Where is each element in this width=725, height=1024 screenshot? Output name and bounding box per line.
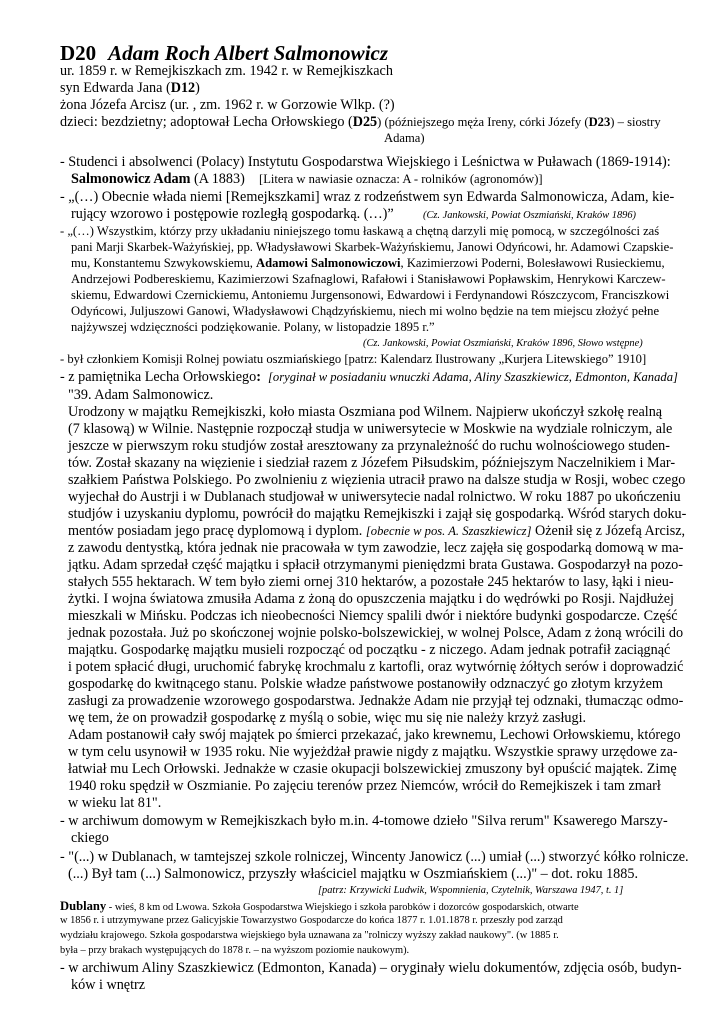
memoir-line: majątku. Gospodarkę majątku musieli rozpocząć od początku - z niczego. Adam jednak potrafił zaciągnąć: [68, 642, 671, 658]
memoir-line: zasługi za prowadzenie wzorowego gospodarstwa. Jednakże Adam nie przyjął tej odznaki, tłumacząc odmo-: [68, 693, 684, 709]
dublany-desc-3: wydziału krajowego. Szkoła gospodarstwa wiejskiego była uznawana za "rolniczy wyższy zakład naukowy". (w 1885 r.: [60, 930, 559, 941]
dublany-desc-2: w 1856 r. i utrzymywane przez Galicyjskie Towarzystwo Gospodarcze do końca 1877 r. 1.01.1878 r. przeszły pod zarząd: [60, 915, 563, 926]
quote2-line-5: skiemu, Edwardowi Czernickiemu, Antoniemu Jurgensonowi, Edwardowi i Ferdynandowi Rószczycom, Franciszkowi: [71, 288, 670, 302]
dublany-desc-1: Dublany - wieś, 8 km od Lwowa. Szkoła Gospodarstwa Wiejskiego i szkoła parobków i dozorców gospodarskich, otwarte: [60, 899, 579, 913]
archive2-line-2: ków i wnętrz: [71, 977, 146, 993]
memoir-line: jeszcze w pierwszym roku studjów został aresztowany za przynależność do ruchu wolnościowego studen-: [68, 438, 670, 454]
memoir-heading: "39. Adam Salmonowicz.: [68, 387, 214, 403]
memoir-line: tów. Został skazany na więzienie i siedział razem z Józefem Piłsudskim, późniejszym Naczelnikiem i Mar-: [68, 455, 676, 471]
person-heading: [60, 41, 388, 65]
memoir-line: jątku. Adam sprzedał część majątku i spłacił otrzymanymi pieniędzmi brata Gustawa. Gospodarzył na pozo-: [68, 557, 683, 573]
memoir-line: szałkiem Państwa Polskiego. Po zwolnieniu z więzienia utracił prawo na dalsze studja w Rosji, wobec czego: [68, 472, 686, 488]
memoir-line: łatwiał mu Lech Orłowski. Jednakże w czasie okupacji bolszewickiej zmuszony był opuścić majątek. Zimę: [68, 761, 677, 777]
dublany-source: [patrz: Krzywicki Ludwik, Wspomnienia, Czytelnik, Warszawa 1947, t. 1]: [318, 885, 624, 896]
pulawy-line-1: - Studenci i absolwenci (Polacy) Instytutu Gospodarstwa Wiejskiego i Leśnictwa w Puławach (1869-1914):: [60, 154, 671, 170]
josefa-ref: D23: [588, 115, 611, 129]
memoir-intro: - z pamiętnika Lecha Orłowskiego: [oryginał w posiadaniu wnuczki Adama, Aliny Szaszkiewicz, Edmonton, Kanada]: [60, 369, 678, 385]
father-line: syn Edwarda Jana (D12): [60, 80, 200, 96]
person-name: Adam Roch Albert Salmonowicz: [108, 41, 389, 65]
archive1-line-1: - w archiwum domowym w Remejkiszkach było m.in. 4-tomowe dzieło "Silva rerum" Ksawerego Marszy-: [60, 813, 668, 829]
pulawy-line-2: Salmonowicz Adam (A 1883) [Litera w nawiasie oznacza: A - rolników (agronomów)]: [71, 171, 543, 187]
father-ref: D12: [170, 80, 196, 96]
quote2-line-4: Andrzejowi Podbereskiemu, Kazimierzowi Szafnaglowi, Rafałowi i Stanisławowi Popławskim, Henrykowi Karczew-: [71, 272, 666, 286]
memoir-line-diploma: mentów posiadam jego pracę dyplomową i dyplom. [obecnie w pos. A. Szaszkiewicz] Ożenił się z Józefą Arcisz,: [68, 523, 686, 539]
archive1-line-2: ckiego: [71, 830, 109, 846]
memoir-line: gospodarkę do kwitnącego stanu. Polskie władze państwowe postanowiły odznaczyć go złotym krzyżem: [68, 676, 663, 692]
memoir-line: stałych 555 hektarach. W tem było ziemi ornej 310 hektarów, a pozostałe 245 hektarów to lasy, łąki i nieu-: [68, 574, 674, 590]
person-code: D20: [60, 41, 97, 65]
quote2-line-3: mu, Konstantemu Szwykowskiemu, Adamowi Salmonowiczowi, Kazimierzowi Poderni, Bolesławowi Rusieckiemu,: [71, 256, 665, 270]
dublany-quote-2: (...) Był tam (...) Salmonowicz, przyszły właściciel majątku w Oszmiańskiem (...)" – dot. roku 1885.: [68, 866, 639, 882]
archive2-line-1: - w archiwum Aliny Szaszkiewicz (Edmonton, Kanada) – oryginały wielu dokumentów, zdjęcia osób, budyn-: [60, 960, 682, 976]
dublany-desc-4: była – przy brakach występujących do 1878 r. – na wyższom poziomie naukowym).: [60, 945, 410, 956]
memoir-line: wę tem, że on prowadził gospodarkę z myślą o sobie, więc mu się nie należy krzyż zasługi.: [68, 710, 587, 726]
memoir-line: 1940 roku spędził w Oszmianie. Po zajęciu terenów przez Niemców, wrócił do Remejkiszek i tam zmarł: [68, 778, 661, 794]
memoir-line: mieszkali w Mińsku. Podczas ich nieobecności Niemcy spalili dwór i niektóre budynki gospodarcze. Część: [68, 608, 678, 624]
quote1-line-2: rujący wzorowo i postępowie rozległą gospodarką. (…)”: [71, 206, 394, 222]
memoir-line: z zawodu dentystką, która jednak nie pracowała w tym zawodzie, lecz zajęła się gospodarką domową w ma-: [68, 540, 684, 556]
memoir-line: (7 klasową) w Wilnie. Następnie rozpoczął studja w uniwersytecie w Moskwie na wydziale rolniczym, ale: [68, 421, 673, 437]
memoir-line: jednak pozostała. Już po skończonej wojnie polsko-bolszewickiej, w wolnej Polsce, Adam z żoną wrócili do: [68, 625, 684, 641]
adopted-son-ref: D25: [352, 114, 378, 130]
quote2-line-1: - „(…) Wszystkim, którzy przy układaniu niniejszego tomu łaskawą a chętną darzyli mię pomocą, w szczególności zaś: [60, 224, 660, 238]
memoir-line: i potem spłacić długi, uruchomić fabrykę krochmalu z kartofli, oraz wytwórnię żółtych serów i doprowadzić: [68, 659, 684, 675]
commission-line: - był członkiem Komisji Rolnej powiatu oszmiańskiego [patrz: Kalendarz Ilustrowany „Kurjera Litewskiego” 1910]: [60, 352, 647, 366]
wife-line: żona Józefa Arcisz (ur. , zm. 1962 r. w Gorzowie Wlkp. (?): [60, 97, 395, 113]
quote2-line-6: Odyńcowi, Juljuszowi Ganowi, Władysławowi Chądzyńskiemu, niech mi wolno będzie na tem miejscu złożyć pełne: [71, 304, 660, 318]
children-line: dzieci: bezdzietny; adoptował Lecha Orłowskiego (D25) (późniejszego męża Ireny, córki Józefy (D23) – siostry: [60, 114, 661, 130]
quote2-line-7: najżywszej wdzięczności podziękowanie. Polany, w listopadzie 1895 r.”: [71, 320, 435, 334]
memoir-line: Adam postanowił cały swój majątek po śmierci przekazać, jako krewnemu, Lechowi Orłowskiemu, którego: [68, 727, 681, 743]
children-line-2: Adama): [384, 131, 425, 145]
memoir-line: wyjechał do Austrji i w Dublanach studjował w uniwersytecie nadal rolnictwo. W roku 1887 po ukończeniu: [68, 489, 681, 505]
memoir-line: studjów i uzyskaniu dyplomu, powrócił do majątku Remejkiszki i zajął się gospodarką. Wśród starych doku-: [68, 506, 687, 522]
quote2-line-2: pani Marji Skarbek-Ważyńskiej, pp. Władysławowi Skarbek-Ważyńskiemu, Janowi Odyńcowi, hr. Adamowi Czapskie-: [71, 240, 674, 254]
memoir-line: w tym celu usynowił w 1935 roku. Nie wyjeżdżał prawie nigdy z majątku. Wszystkie sprawy urzędowe za-: [68, 744, 678, 760]
quote2-source: (Cz. Jankowski, Powiat Oszmiański, Kraków 1896, Słowo wstępne): [363, 338, 643, 349]
dublany-quote-1: - "(...) w Dublanach, w tamtejszej szkole rolniczej, Wincenty Janowicz (...) umiał (...) stworzyć kółko rolnicze.: [60, 849, 689, 865]
memoir-line: w wieku lat 81".: [68, 795, 162, 811]
quote1-source: (Cz. Jankowski, Powiat Oszmiański, Kraków 1896): [423, 210, 637, 221]
memoir-line: Urodzony w majątku Remejkiszki, koło miasta Oszmiana pod Wilnem. Najpierw ukończył szkołę realną: [68, 404, 663, 420]
quote1-line-1: - „(…) Obecnie włada niemi [Remejkszkami] wraz z rodzeństwem syn Edwarda Salmonowicza, Adam, kie-: [60, 189, 675, 205]
memoir-line: żytki. I wojna światowa zmusiła Adama z żoną do opuszczenia majątku i do wędrówki po Rosji. Najdłużej: [68, 591, 674, 607]
birth-death-line: ur. 1859 r. w Remejkiszkach zm. 1942 r. w Remejkiszkach: [60, 63, 393, 79]
